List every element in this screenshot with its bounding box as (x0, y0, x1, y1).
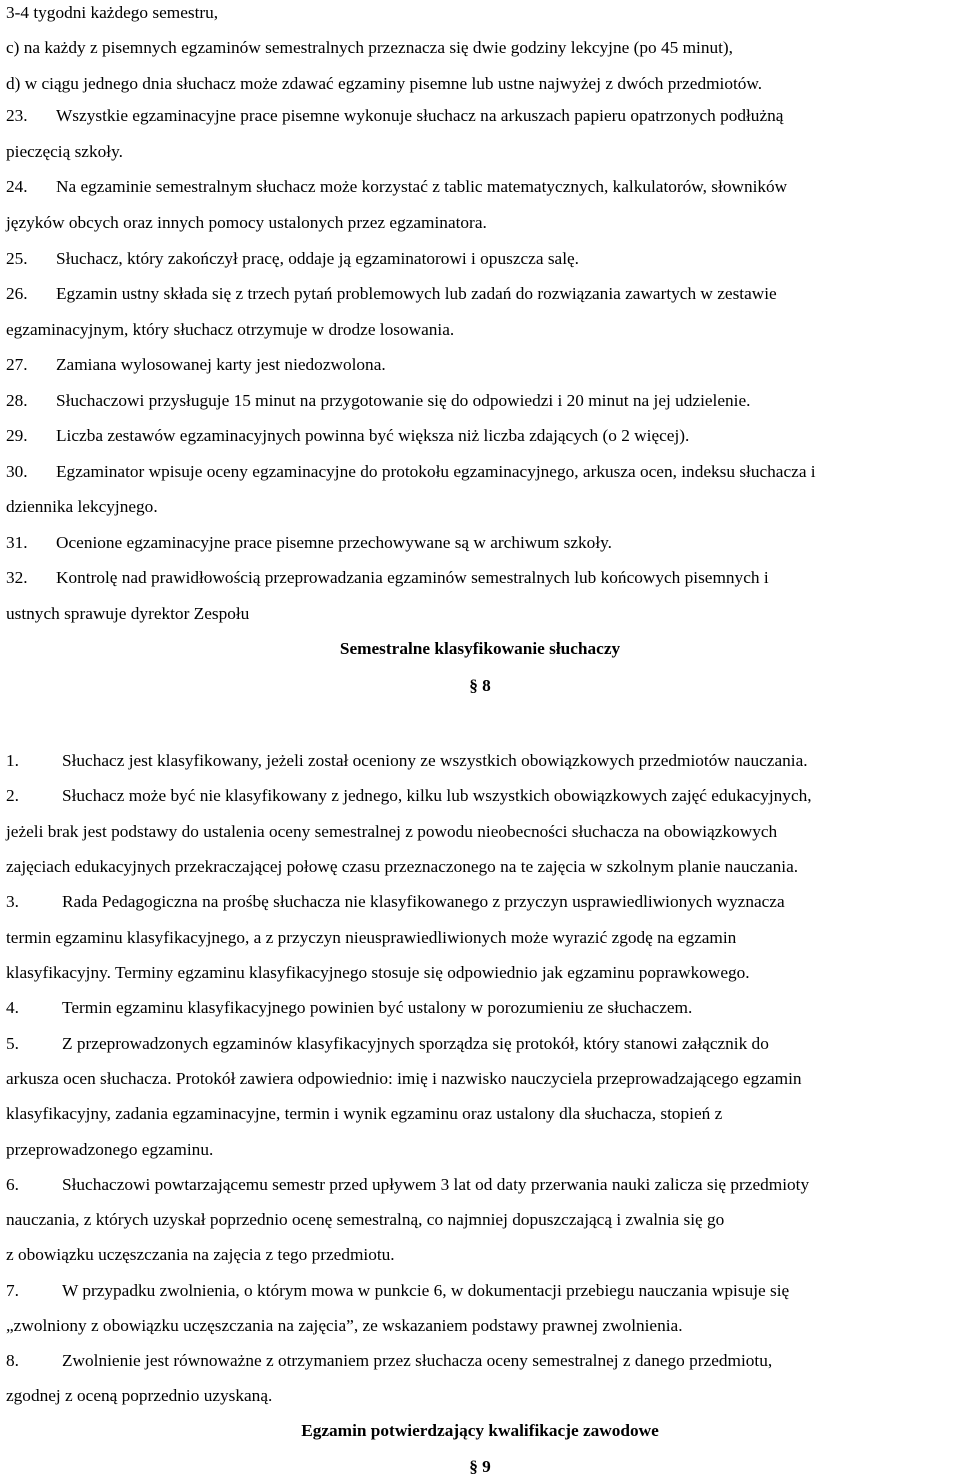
item-text: Zwolnienie jest równoważne z otrzymaniem przez słuchacza oceny semestralnej z danego przedmiotu, (62, 1351, 773, 1370)
item-text: Rada Pedagogiczna na prośbę słuchacza nie klasyfikowanego z przyczyn usprawiedliwionych wyznacza (62, 892, 785, 911)
list-item (6, 533, 952, 553)
item-number: 31. (6, 533, 28, 552)
item-text: Z przeprowadzonych egzaminów klasyfikacyjnych sporządza się protokół, który stanowi załącznik do (62, 1034, 769, 1053)
list-item (6, 426, 952, 446)
item-text: Wszystkie egzaminacyjne prace pisemne wykonuje słuchacz na arkuszach papieru opatrzonych podłużną (56, 106, 784, 125)
item-text: Termin egzaminu klasyfikacyjnego powinien być ustalony w porozumieniu ze słuchaczem. (62, 998, 693, 1017)
list-item (6, 284, 952, 304)
item-continuation: ustnych sprawuje dyrektor Zespołu (6, 604, 250, 623)
item-number: 28. (6, 391, 28, 410)
item-continuation: zajęciach edukacyjnych przekraczającej połowę czasu przeznaczonego na te zajęcia w szkolnym planie nauczania. (6, 857, 799, 876)
item-text: Liczba zestawów egzaminacyjnych powinna być większa niż liczba zdających (o 2 więcej). (56, 426, 690, 445)
item-text: Słuchacz jest klasyfikowany, jeżeli został oceniony ze wszystkich obowiązkowych przedmiotów nauczania. (62, 751, 808, 770)
item-number: 29. (6, 426, 28, 445)
list-item (6, 786, 952, 806)
item-continuation: „zwolniony z obowiązku uczęszczania na zajęcia”, ze wskazaniem podstawy prawnej zwolnienia. (6, 1316, 683, 1335)
item-continuation: nauczania, z których uzyskał poprzednio ocenę semestralną, co najmniej dopuszczającą i zwalnia się go (6, 1210, 725, 1229)
item-continuation: języków obcych oraz innych pomocy ustalonych przez egzaminatora. (6, 213, 487, 232)
item-text: Słuchaczowi przysługuje 15 minut na przygotowanie się do odpowiedzi i 20 minut na jej udzielenie. (56, 391, 751, 410)
item-text: Egzamin ustny składa się z trzech pytań problemowych lub zadań do rozwiązania zawartych w zestawie (56, 284, 777, 303)
item-text: Na egzaminie semestralnym słuchacz może korzystać z tablic matematycznych, kalkulatorów, słowników (56, 177, 788, 196)
item-number: 25. (6, 249, 28, 268)
item-number: 1. (6, 751, 19, 770)
item-continuation: przeprowadzonego egzaminu. (6, 1140, 214, 1159)
list-item (6, 751, 952, 771)
item-continuation: jeżeli brak jest podstawy do ustalenia oceny semestralnej z powodu nieobecności słuchacza na obowiązkowych (6, 822, 778, 841)
list-item (6, 1034, 952, 1054)
list-item (6, 249, 952, 269)
item-number: 30. (6, 462, 28, 481)
item-continuation: dziennika lekcyjnego. (6, 497, 158, 516)
list-item (6, 1281, 952, 1301)
section-paragraph-number: § 8 (469, 676, 491, 695)
item-continuation: egzaminacyjnym, który słuchacz otrzymuje w drodze losowania. (6, 320, 455, 339)
list-item (6, 462, 952, 482)
list-item (6, 177, 952, 197)
item-text: Słuchaczowi powtarzającemu semestr przed upływem 3 lat od daty przerwania nauki zalicza się przedmioty (62, 1175, 810, 1194)
list-item (6, 892, 952, 912)
item-text: Egzaminator wpisuje oceny egzaminacyjne do protokołu egzaminacyjnego, arkusza ocen, indeksu słuchacza i (56, 462, 816, 481)
item-text: Słuchacz, który zakończył pracę, oddaje ją egzaminatorowi i opuszcza salę. (56, 249, 580, 268)
list-item (6, 391, 952, 411)
item-number: 24. (6, 177, 28, 196)
item-text: Kontrolę nad prawidłowością przeprowadzania egzaminów semestralnych lub końcowych pisemnych i (56, 568, 769, 587)
list-item (6, 1175, 952, 1195)
item-text: Słuchacz może być nie klasyfikowany z jednego, kilku lub wszystkich obowiązkowych zajęć edukacyjnych, (62, 786, 812, 805)
item-number: 23. (6, 106, 28, 125)
item-number: 5. (6, 1034, 19, 1053)
item-continuation: zgodnej z oceną poprzednio uzyskaną. (6, 1386, 273, 1405)
item-continuation: klasyfikacyjny. Terminy egzaminu klasyfikacyjnego stosuje się odpowiednio jak egzaminu poprawkowego. (6, 963, 750, 982)
intro-line: c) na każdy z pisemnych egzaminów semestralnych przeznacza się dwie godziny lekcyjne (po 45 minut), (6, 38, 733, 57)
list-item (6, 568, 952, 588)
item-continuation: z obowiązku uczęszczania na zajęcia z tego przedmiotu. (6, 1245, 395, 1264)
section-title: Egzamin potwierdzający kwalifikacje zawodowe (301, 1421, 659, 1440)
item-continuation: arkusza ocen słuchacza. Protokół zawiera odpowiednio: imię i nazwisko nauczyciela przeprowadzającego egzamin (6, 1069, 802, 1088)
item-number: 26. (6, 284, 28, 303)
item-number: 6. (6, 1175, 19, 1194)
intro-line: d) w ciągu jednego dnia słuchacz może zdawać egzaminy pisemne lub ustne najwyżej z dwóch przedmiotów. (6, 74, 763, 93)
item-text: Zamiana wylosowanej karty jest niedozwolona. (56, 355, 386, 374)
item-continuation: termin egzaminu klasyfikacyjnego, a z przyczyn nieusprawiedliwionych może wyrazić zgodę na egzamin (6, 928, 737, 947)
intro-line: 3-4 tygodni każdego semestru, (6, 3, 219, 22)
item-number: 3. (6, 892, 19, 911)
section-title: Semestralne klasyfikowanie słuchaczy (339, 639, 621, 658)
section-paragraph-number: § 9 (469, 1457, 491, 1476)
item-number: 2. (6, 786, 19, 805)
item-text: W przypadku zwolnienia, o którym mowa w punkcie 6, w dokumentacji przebiegu nauczania wpisuje się (62, 1281, 790, 1300)
item-number: 7. (6, 1281, 19, 1300)
list-item (6, 998, 952, 1018)
item-number: 32. (6, 568, 28, 587)
list-item (6, 106, 952, 126)
item-continuation: pieczęcią szkoły. (6, 142, 123, 161)
list-item (6, 355, 952, 375)
list-item (6, 1351, 952, 1371)
item-text: Ocenione egzaminacyjne prace pisemne przechowywane są w archiwum szkoły. (56, 533, 612, 552)
item-number: 27. (6, 355, 28, 374)
item-number: 8. (6, 1351, 19, 1370)
item-continuation: klasyfikacyjny, zadania egzaminacyjne, termin i wynik egzaminu oraz ustalony dla słuchacza, stopień z (6, 1104, 723, 1123)
item-number: 4. (6, 998, 19, 1017)
